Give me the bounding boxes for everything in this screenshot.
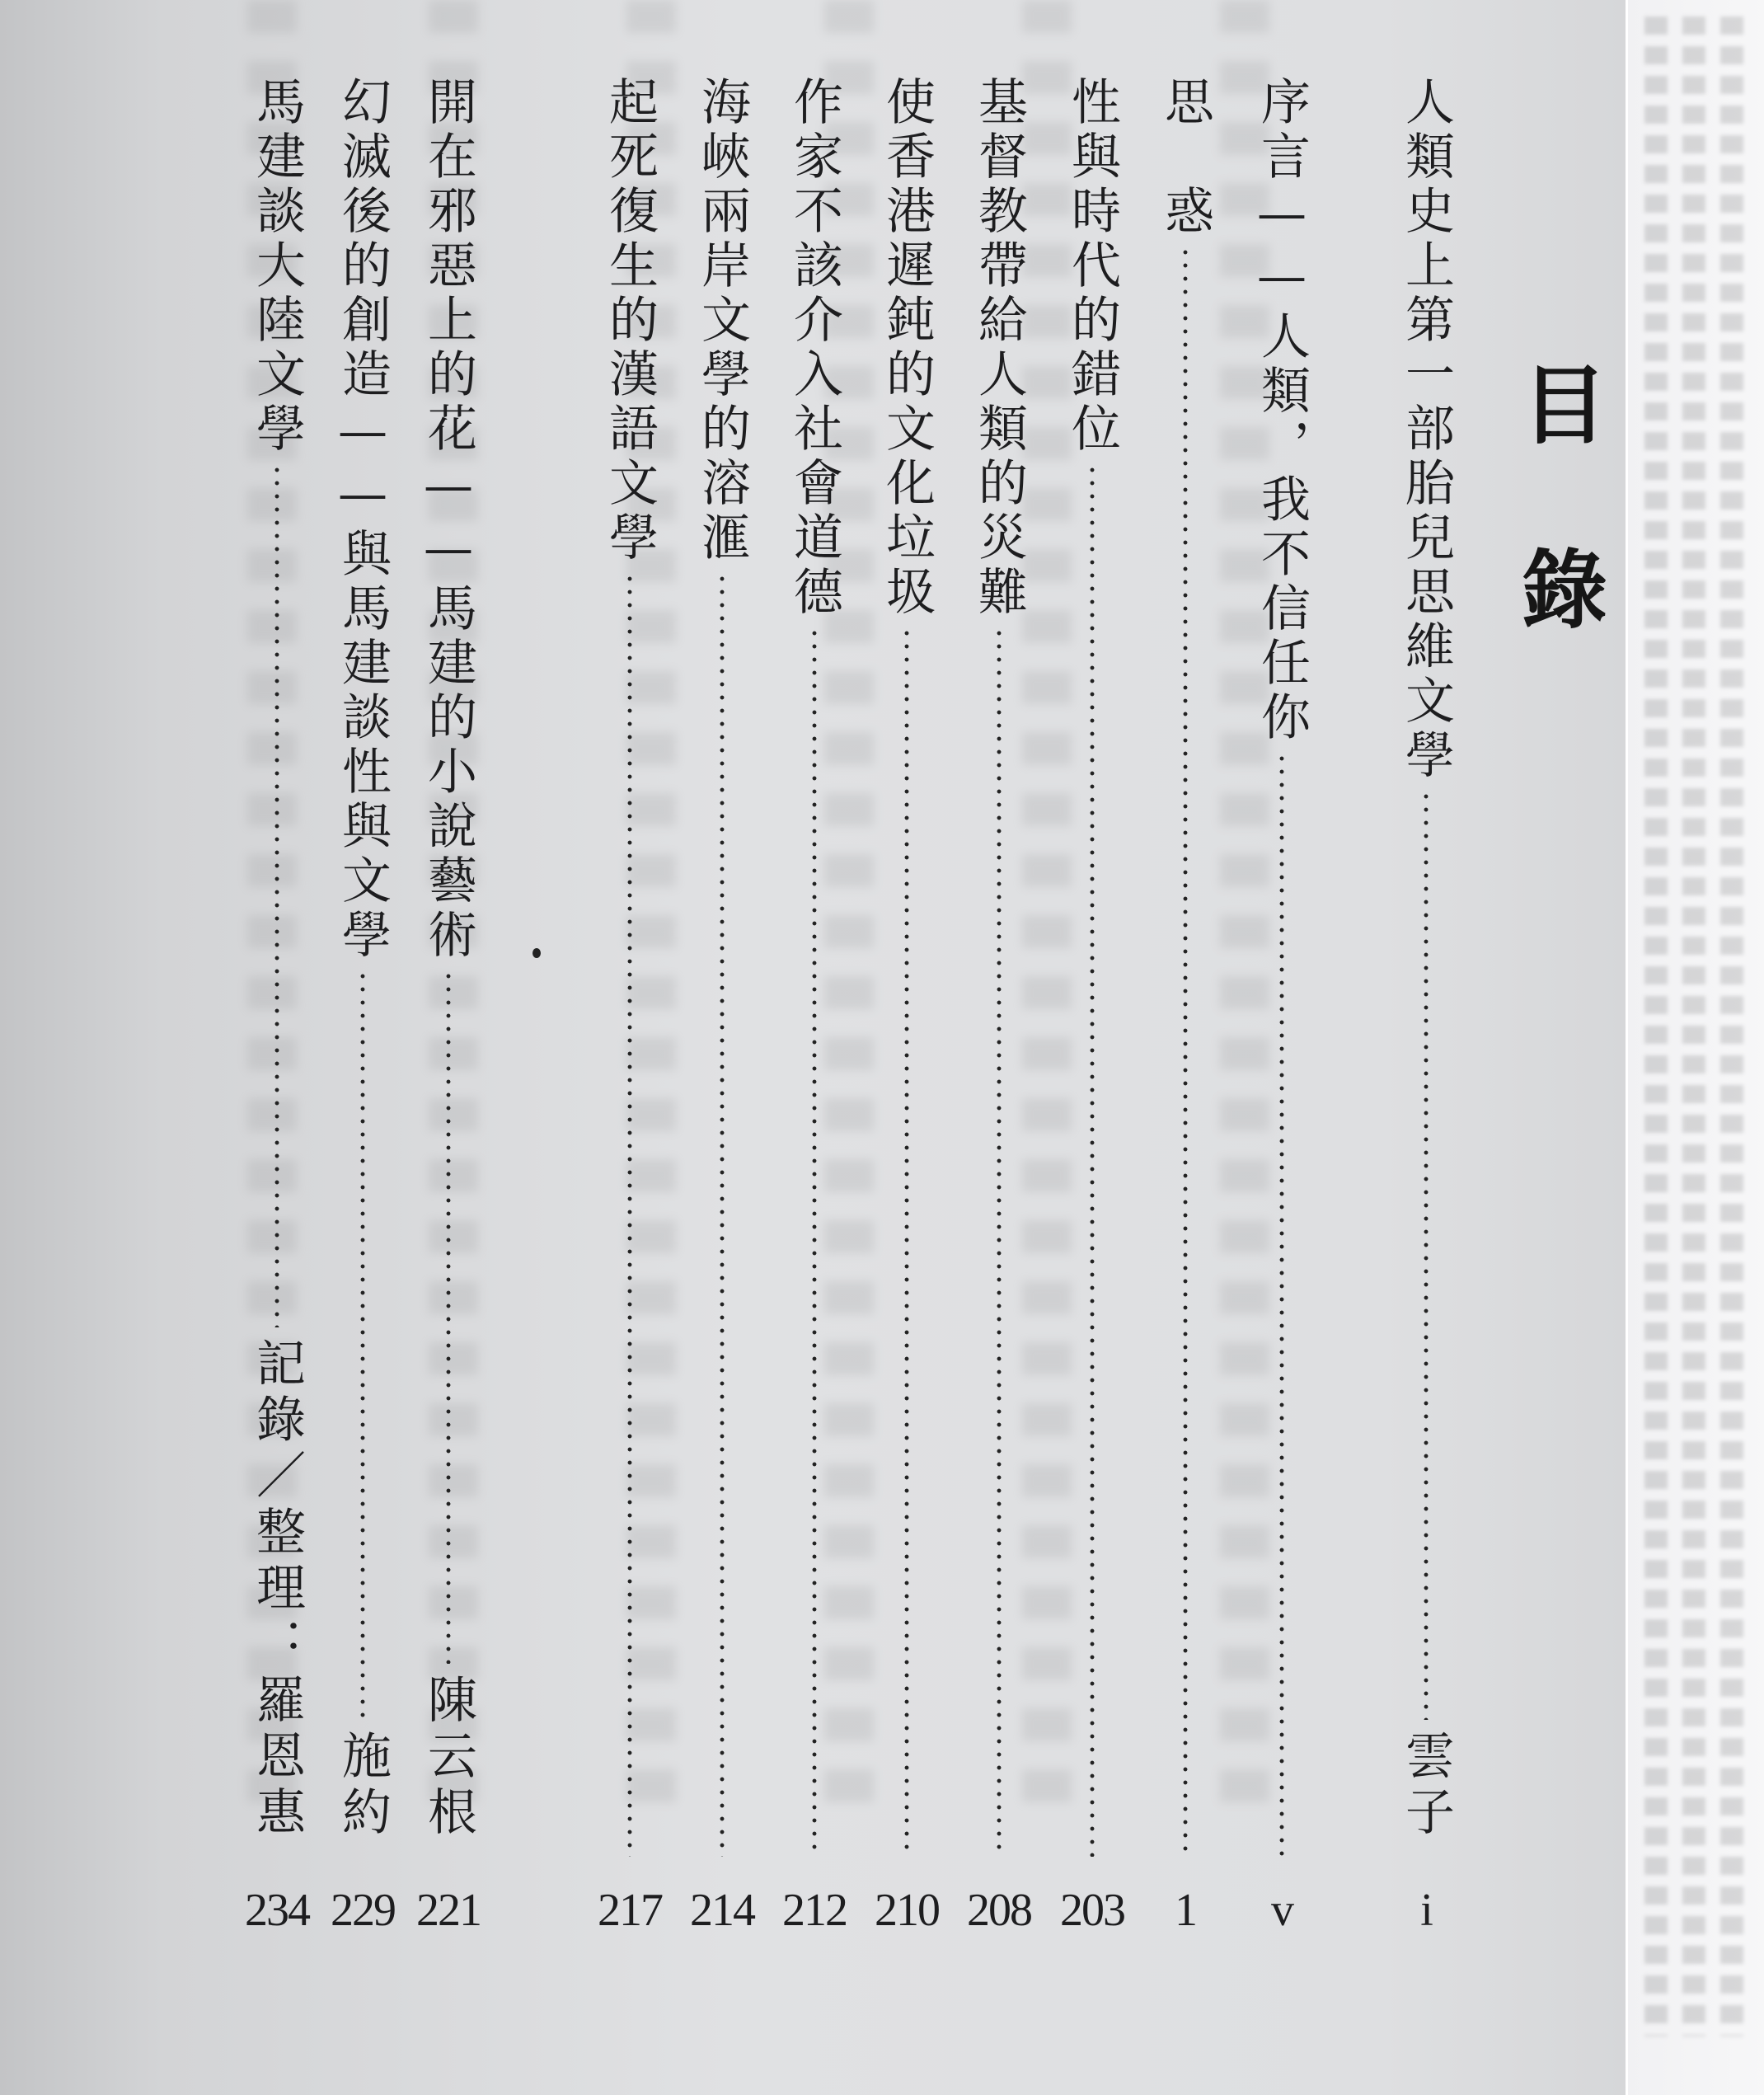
toc-entry[interactable] [966, 76, 1032, 1939]
toc-entry[interactable] [689, 76, 755, 1939]
toc-entry-page: i [1420, 1885, 1432, 1936]
toc-entry-title: 性與時代的錯位 [1063, 76, 1121, 457]
dot-leader [446, 970, 451, 1664]
adjacent-page-text [1682, 16, 1705, 2036]
toc-entry-author: 施約 [334, 1730, 392, 1842]
toc-entry[interactable] [330, 76, 396, 1939]
toc-entry[interactable] [597, 76, 663, 1939]
toc-entry-page: 217 [598, 1885, 662, 1936]
toc-entry-title: 思 惑 [1156, 76, 1214, 239]
toc-entry[interactable] [415, 76, 481, 1939]
toc-entry-title: 起死復生的漢語文學 [601, 76, 659, 566]
dot-leader [1090, 463, 1095, 1857]
toc-entry[interactable] [874, 76, 940, 1939]
toc-entry[interactable] [781, 76, 847, 1939]
toc-entry-page: 1 [1175, 1885, 1196, 1936]
toc-entry-page: 212 [782, 1885, 847, 1936]
toc-entry-page: 229 [331, 1885, 395, 1936]
toc-entry-author: 記錄／整理：羅恩惠 [248, 1337, 306, 1842]
toc-entry-page: 203 [1060, 1885, 1124, 1936]
toc-entry-page: 214 [690, 1885, 754, 1936]
toc-entry[interactable] [1152, 76, 1218, 1939]
toc-entry-title: 作家不該介入社會道德 [786, 76, 843, 620]
toc-entry-page: 210 [875, 1885, 939, 1936]
dot-leader [720, 572, 725, 1857]
toc-entry-page: 221 [416, 1885, 481, 1936]
dot-leader [274, 463, 279, 1327]
adjacent-page-text [1720, 16, 1743, 2036]
toc-entry-author: 陳云根 [420, 1674, 477, 1842]
dot-leader [360, 970, 365, 1720]
toc-entry-title: 開在邪惡上的花——馬建的小說藝術 [420, 76, 477, 963]
dot-leader [627, 572, 632, 1857]
toc-entry-title: 馬建談大陸文學 [248, 76, 306, 457]
toc-entry-title: 序言——人類，我不信任你 [1253, 76, 1311, 745]
toc-entry-title: 幻滅後的創造——與馬建談性與文學 [334, 76, 392, 963]
toc-entry-page: 208 [967, 1885, 1031, 1936]
dot-leader [1424, 790, 1429, 1720]
toc-entry-page: 234 [245, 1885, 309, 1936]
toc-entry[interactable] [244, 76, 310, 1939]
toc-entry-title: 人類史上第一部胎兒思維文學 [1397, 76, 1455, 783]
toc-title-char: 錄 [1521, 539, 1607, 641]
dot-leader [1183, 246, 1188, 1857]
dot-leader [812, 627, 817, 1857]
toc-entry-title: 基督教帶給人類的災難 [970, 76, 1028, 620]
toc-entry-author: 雲子 [1397, 1730, 1455, 1842]
dot-leader [997, 627, 1002, 1857]
adjacent-page-text [1644, 16, 1668, 2036]
dot-leader [904, 627, 909, 1857]
toc-entry-title: 使香港遲鈍的文化垃圾 [878, 76, 936, 620]
adjacent-page-edge [1626, 0, 1764, 2095]
toc-entry-title: 海峽兩岸文學的溶滙 [693, 76, 751, 566]
toc-title-char: 目 [1521, 355, 1607, 456]
ink-speck [532, 948, 541, 958]
toc-entry-page: v [1271, 1885, 1293, 1936]
toc-entry[interactable] [1059, 76, 1125, 1939]
toc-title [1515, 355, 1614, 732]
toc-entry[interactable] [1249, 76, 1315, 1939]
toc-entry[interactable] [1393, 76, 1459, 1939]
dot-leader [1279, 752, 1284, 1857]
